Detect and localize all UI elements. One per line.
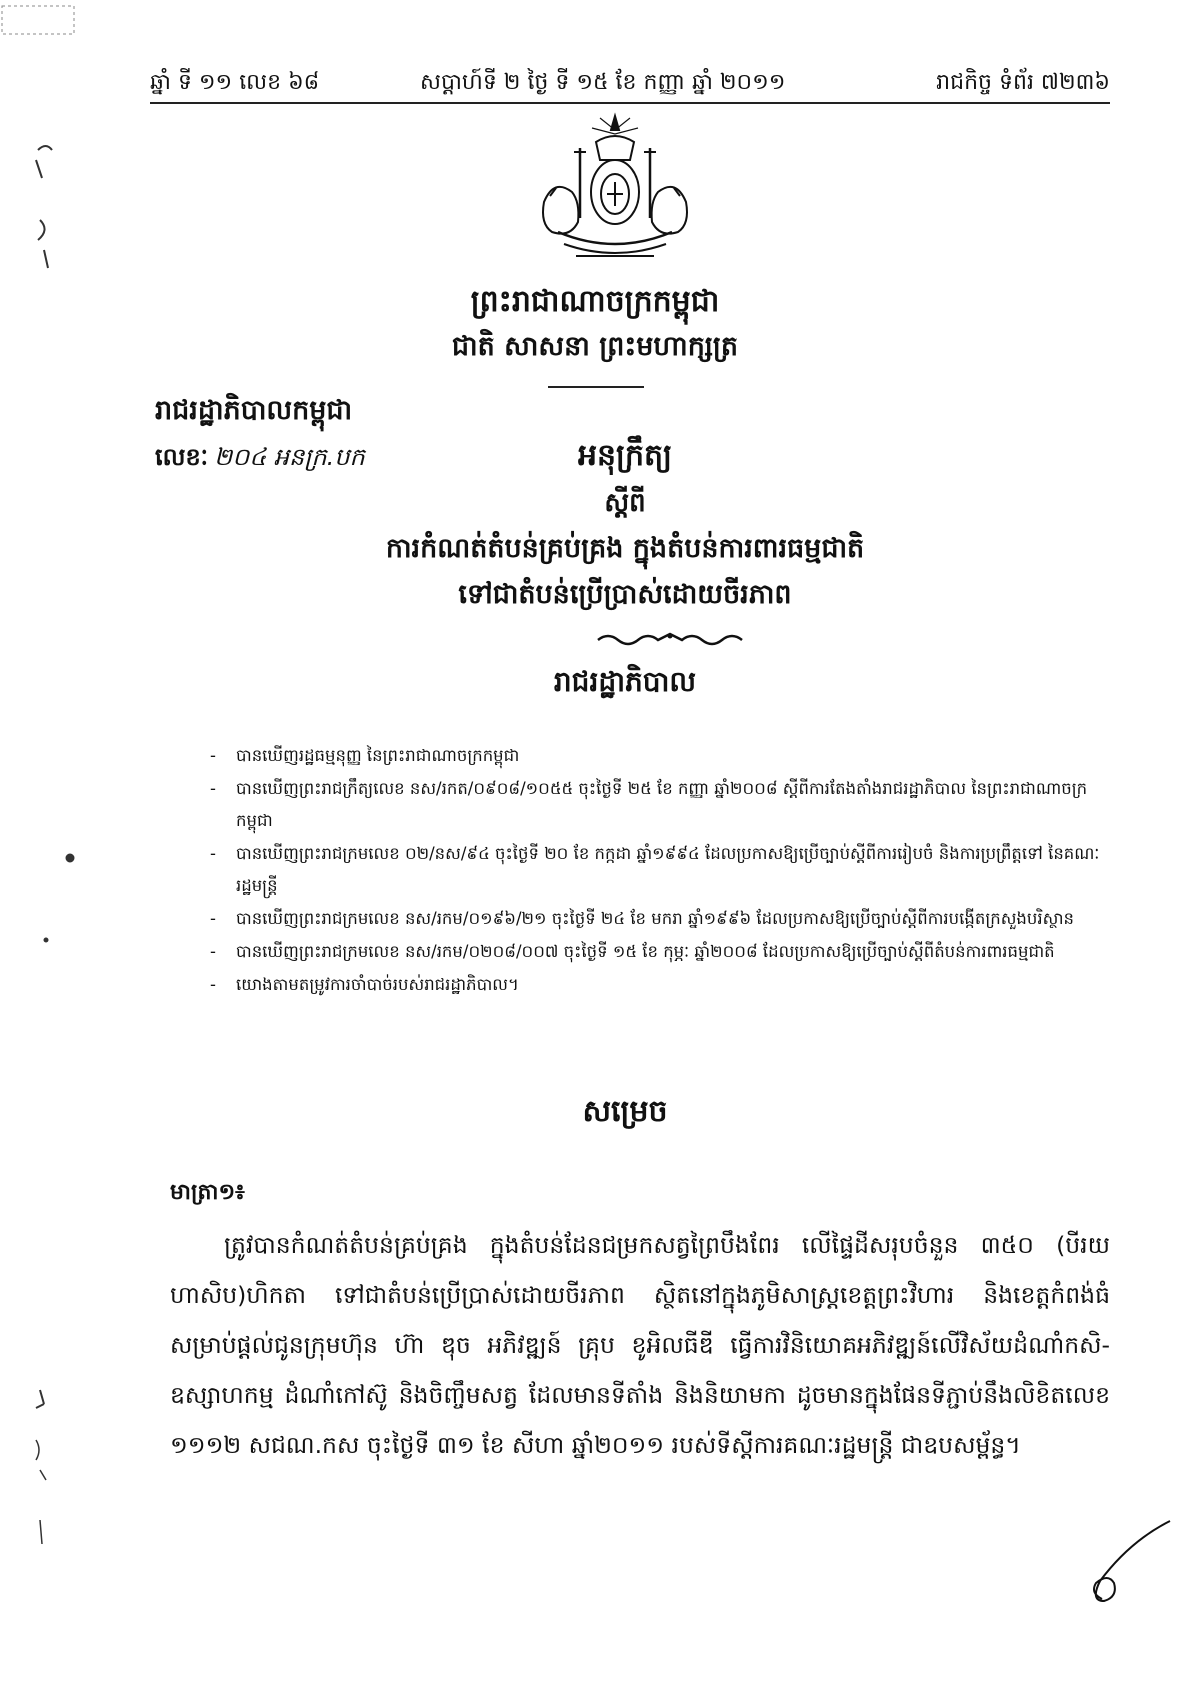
issuing-government: រាជរដ្ឋាភិបាលកម្ពុជា [155, 395, 353, 426]
document-subject-line-2: ទៅជាតំបន់ប្រើប្រាស់ដោយចីរភាព [458, 579, 792, 610]
bullet: - [210, 844, 216, 863]
decision-heading: សម្រេច [582, 1094, 668, 1129]
decree-number-value: ២០៤ អនក្រ.បក [214, 443, 365, 471]
citation-item [210, 969, 1110, 1001]
article-1-body: ត្រូវបានកំណត់តំបន់គ្រប់គ្រង ក្នុងតំបន់ដែនជម្រកសត្វព្រៃបឹងពែរ លើផ្ទៃដីសរុបចំនួន ៣៥០ (បីរយ ហាសិប)ហិកតា ទៅជាតំបន់ប្រើប្រាស់ដោយចីរភាព ស្ថិតនៅក្នុងភូមិសាស្ត្រខេត្តព្រះវិហារ និងខេត្តកំពង់ធំ សម្រាប់ផ្តល់ជូនក្រុមហ៊ុន ហ៊ា ឌុច អភិវឌ្ឍន៍ គ្រុប ខូអិលធីឌី ធ្វើការវិនិយោគអភិវឌ្ឍន៍លើវិស័យដំណាំកសិ-ឧស្សាហកម្ម ដំណាំកៅស៊ូ និងចិញ្ចឹមសត្វ ដែលមានទីតាំង និងនិយាមកា ដូចមានក្នុងផែនទីភ្ជាប់នឹងលិខិតលេខ ១១១២ សជណ.កស ចុះថ្ងៃទី ៣១ ខែ សីហា ឆ្នាំ២០១១ របស់ទីស្តីការគណៈរដ្ឋមន្ត្រី ជាឧបសម្ព័ន្ធ។ [170, 1231, 1110, 1459]
motto-divider [548, 386, 644, 388]
citation-text: បានឃើញព្រះរាជក្រមលេខ ០២/នស/៩៤ ចុះថ្ងៃទី ២០ ខែ កក្កដា ឆ្នាំ១៩៩៤ ដែលប្រកាសឱ្យប្រើច្បាប់ស្តីពីការរៀបចំ និងការប្រព្រឹត្តទៅ នៃគណៈរដ្ឋមន្ត្រី [236, 844, 1100, 895]
citation-item [210, 838, 1110, 902]
citation-item [210, 903, 1110, 935]
royal-coat-of-arms-icon [530, 112, 700, 272]
gazette-header [150, 62, 1110, 104]
bullet: - [210, 909, 216, 928]
gazette-page-number: រាជកិច្ច ទំព័រ ៧២៣៦ [936, 70, 1110, 95]
citation-text: បានឃើញព្រះរាជក្រមលេខ នស/រកម/០១៩៦/២១ ចុះថ្ងៃទី ២៤ ខែ មករា ឆ្នាំ១៩៩៦ ដែលប្រកាសឱ្យប្រើច្បាប់ស្តីពីការបង្កើតក្រសួងបរិស្ថាន [236, 909, 1075, 928]
article-1-title: មាត្រា១៖ [170, 1180, 245, 1205]
document-subject-line-1: ការកំណត់តំបន់គ្រប់គ្រង ក្នុងតំបន់ការពារធម្មជាតិ [385, 533, 865, 564]
bullet: - [210, 746, 216, 765]
citation-text: បានឃើញរដ្ឋធម្មនុញ្ញ នៃព្រះរាជាណាចក្រកម្ពុជា [236, 746, 520, 765]
citation-text: បានឃើញព្រះរាជក្រមលេខ នស/រកម/០២០៨/០០៧ ចុះថ្ងៃទី ១៥ ខែ កុម្ភៈ ឆ្នាំ២០០៨ ដែលប្រកាសឱ្យប្រើច្បាប់ស្តីពីតំបន់ការពារធម្មជាតិ [236, 942, 1055, 961]
national-motto: ជាតិ សាសនា ព្រះមហាក្សត្រ [451, 331, 739, 362]
bullet: - [210, 942, 216, 961]
kingdom-name: ព្រះរាជាណាចក្រកម្ពុជា [470, 284, 720, 319]
citation-text: យោងតាមតម្រូវការចាំបាច់របស់រាជរដ្ឋាភិបាល។ [236, 975, 519, 994]
bullet: - [210, 779, 216, 798]
citation-item [210, 936, 1110, 968]
document-about: ស្តីពី [604, 488, 646, 518]
enacting-body: រាជរដ្ឋាភិបាល [553, 665, 697, 698]
decree-number-label: លេខៈ [155, 443, 209, 471]
citation-item [210, 773, 1110, 837]
citation-text: បានឃើញព្រះរាជក្រឹត្យលេខ នស/រកត/០៩០៨/១០៥៥ ចុះថ្ងៃទី ២៥ ខែ កញ្ញា ឆ្នាំ២០០៨ ស្តីពីការតែងតាំងរាជរដ្ឋាភិបាល នៃព្រះរាជាណាចក្រកម្ពុជា [236, 779, 1088, 830]
document-type: អនុក្រឹត្យ [577, 438, 673, 473]
initials-signature-icon [1055, 1515, 1175, 1615]
ornament-divider-icon [596, 630, 746, 648]
gazette-year-issue: ឆ្នាំ ទី ១១ លេខ ៦៨ [150, 70, 320, 95]
bullet: - [210, 975, 216, 994]
citation-item [210, 740, 1110, 772]
citations-list [210, 740, 1110, 1002]
gazette-date: សប្តាហ៍ទី ២ ថ្ងៃ ទី ១៥ ខែ កញ្ញា ឆ្នាំ ២០១១ [420, 70, 786, 95]
scan-margin-marks [0, 0, 90, 1682]
